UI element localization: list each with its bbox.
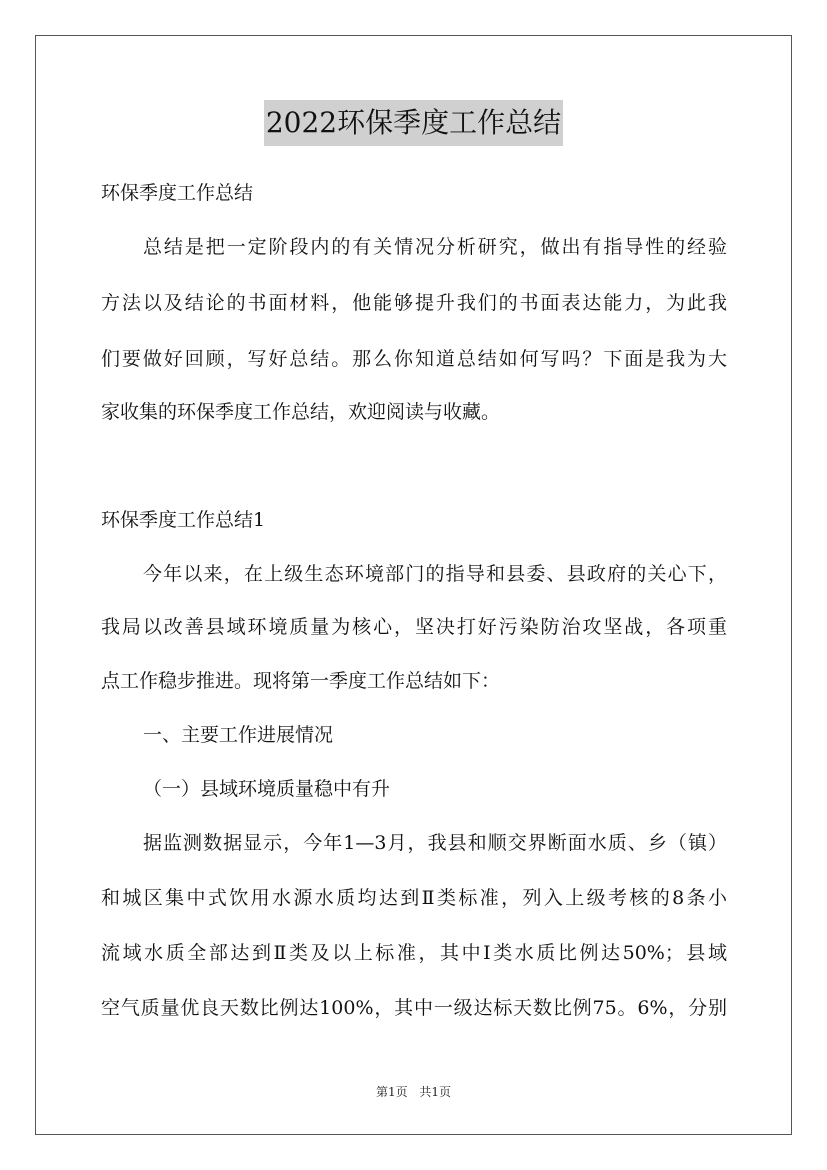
page-footer (0, 1083, 827, 1101)
page-number: 第1页 (375, 1085, 408, 1099)
paragraph-line: 和城区集中式饮用水源水质均达到Ⅱ类标准，列入上级考核的8条小 (101, 887, 727, 909)
paragraph-line: 我局以改善县域环境质量为核心，坚决打好污染防治攻坚战，各项重 (101, 616, 727, 638)
paragraph-line: 家收集的环保季度工作总结，欢迎阅读与收藏。 (101, 401, 501, 423)
paragraph-line: 空气质量优良天数比例达100%，其中一级达标天数比例75。6%，分别 (101, 997, 727, 1019)
paragraph-line: 今年以来，在上级生态环境部门的指导和县委、县政府的关心下， (143, 563, 727, 585)
paragraph-line: 方法以及结论的书面材料，他能够提升我们的书面表达能力，为此我 (101, 292, 727, 314)
subheading: 一、主要工作进展情况 (143, 724, 334, 746)
subheading: （一）县域环境质量稳中有升 (143, 778, 391, 800)
page-total: 共1页 (419, 1085, 452, 1099)
paragraph-line: 据监测数据显示，今年1—3月，我县和顺交界断面水质、乡（镇） (143, 832, 727, 854)
paragraph-line: 流域水质全部达到Ⅱ类及以上标准，其中Ⅰ类水质比例达50%；县域 (101, 942, 727, 964)
section-heading: 环保季度工作总结1 (101, 509, 266, 531)
title-container (0, 100, 827, 146)
document-title: 2022环保季度工作总结 (264, 100, 563, 146)
intro-heading: 环保季度工作总结 (101, 182, 254, 204)
paragraph-line: 总结是把一定阶段内的有关情况分析研究，做出有指导性的经验 (143, 236, 727, 258)
paragraph-line: 们要做好回顾，写好总结。那么你知道总结如何写吗？下面是我为大 (101, 348, 727, 370)
paragraph-line: 点工作稳步推进。现将第一季度工作总结如下： (101, 670, 501, 692)
